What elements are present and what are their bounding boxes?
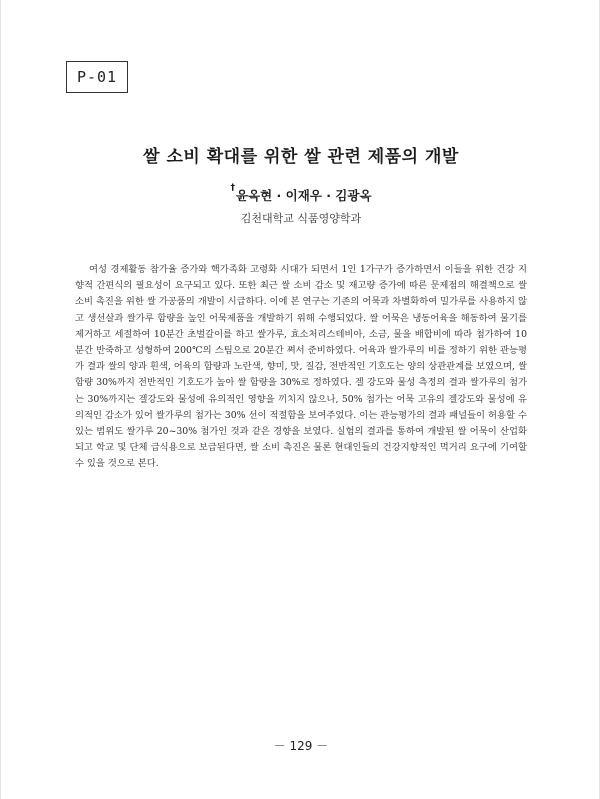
page-number: － 129 － xyxy=(273,739,329,753)
poster-code-box: P-01 xyxy=(66,61,128,93)
corresponding-author-mark: † xyxy=(230,183,235,193)
abstract-paragraph: 여성 경제활동 참가율 증가와 핵가족화 고령화 시대가 되면서 1인 1가구가 증가하면서 이들을 위한 건강 지향적 간편식의 필요성이 요구되고 있다. 또한 최근 쌀 소비 감소 및 재고량 증가에 따른 문제점의 해결책으로 쌀 소비 촉진을 위한 쌀 가공품의 개발이 시급하다. 이에 본 연구는 기존의 어묵과 차별화하여 밀가루를 사용하지 않고 생선살과 쌀가루 함량을 높인 어묵제품을 개발하기 위해 수행되었다. 쌀 어묵은 냉동어육을 해동하여 물기를 제거하고 세절하여 10분간 초벌갈이를 하고 쌀가루, 효소처리스테비아, 소금, 물을 배합비에 따라 첨가하여 10분간 반죽하고 성형하여 200℃의 스팀으로 20분간 쪄서 준비하였다. 어육과 쌀가루의 비를 정하기 위한 관능평가 결과 쌀의 양과 흰색, 어육의 함량과 노란색, 향미, 맛, 질감, 전반적인 기호도는 양의 상관관계를 보였으며, 쌀 함량 30%까지 전반적인 기호도가 높아 쌀 함량을 30%로 정하였다. 겔 강도와 물성 측정의 결과 쌀가루의 첨가는 30%까지는 겔강도와 물성에 유의적인 영향을 끼치지 않으나, 50% 첨가는 어묵 고유의 겔강도와 물성에 유의적인 감소가 있어 쌀가루의 첨가는 30% 선이 적절함을 보여주었다. 이는 관능평가의 결과 패널들이 허용할 수 있는 범위도 쌀가루 20~30% 첨가인 것과 같은 경향을 보였다. 실험의 결과를 통하여 개발된 쌀 어묵이 산업화되고 학교 및 단체 급식용으로 보급된다면, 쌀 소비 촉진은 물론 현대인들의 건강지향적인 먹거리 요구에 기여할 수 있을 것으로 본다. xyxy=(75,264,527,470)
paper-title: 쌀 소비 확대를 위한 쌀 관련 제품의 개발 xyxy=(143,147,459,167)
author-affiliation: 김천대학교 식품영양학과 xyxy=(240,212,362,225)
author-line xyxy=(61,183,541,204)
author-names: 윤옥현 · 이재우 · 김광옥 xyxy=(235,188,372,203)
